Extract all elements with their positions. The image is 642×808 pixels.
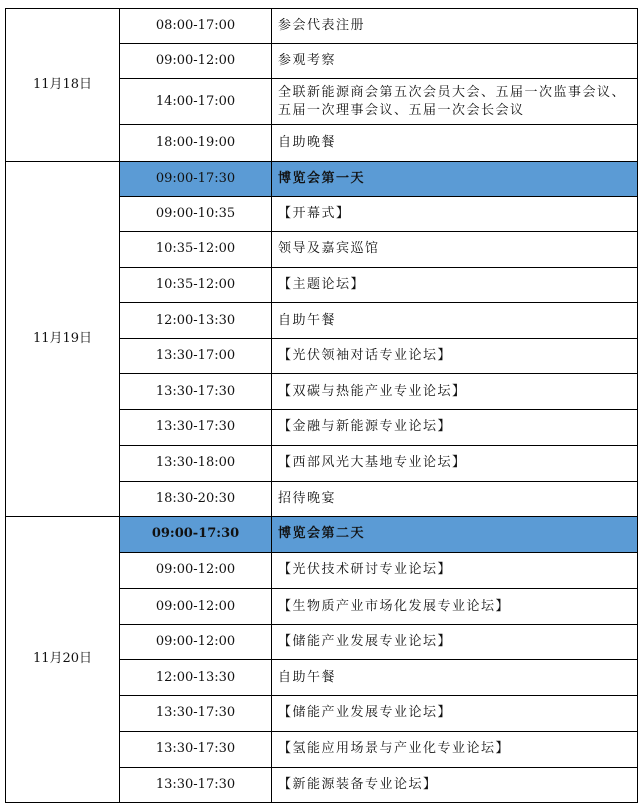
time-cell: 09:00-12:00 xyxy=(120,589,272,625)
time-cell: 13:30-17:30 xyxy=(120,696,272,731)
time-cell: 13:30-18:00 xyxy=(120,445,272,481)
date-cell: 11月18日 xyxy=(6,9,120,162)
time-cell: 12:00-13:30 xyxy=(120,303,272,339)
time-cell: 12:00-13:30 xyxy=(120,660,272,696)
time-cell: 10:35-12:00 xyxy=(120,231,272,267)
time-cell: 09:00-12:00 xyxy=(120,44,272,79)
date-cell: 11月20日 xyxy=(6,516,120,802)
time-cell: 09:00-12:00 xyxy=(120,552,272,588)
time-cell: 10:35-12:00 xyxy=(120,267,272,302)
event-cell: 参观考察 xyxy=(272,44,638,79)
time-cell: 13:30-17:30 xyxy=(120,731,272,767)
event-cell: 【双碳与热能产业专业论坛】 xyxy=(272,374,638,410)
event-cell: 【金融与新能源专业论坛】 xyxy=(272,410,638,445)
event-cell: 【新能源装备专业论坛】 xyxy=(272,767,638,802)
event-cell: 【氢能应用场景与产业化专业论坛】 xyxy=(272,731,638,767)
event-cell: 【西部风光大基地专业论坛】 xyxy=(272,445,638,481)
event-cell: 【储能产业发展专业论坛】 xyxy=(272,625,638,660)
time-cell: 09:00-17:30 xyxy=(120,161,272,196)
event-cell: 【光伏技术研讨专业论坛】 xyxy=(272,552,638,588)
event-cell: 博览会第一天 xyxy=(272,161,638,196)
event-cell: 【开幕式】 xyxy=(272,196,638,231)
event-cell: 【光伏领袖对话专业论坛】 xyxy=(272,339,638,374)
time-cell: 09:00-12:00 xyxy=(120,625,272,660)
event-cell: 参会代表注册 xyxy=(272,9,638,44)
time-cell: 13:30-17:30 xyxy=(120,374,272,410)
event-cell: 【生物质产业市场化发展专业论坛】 xyxy=(272,589,638,625)
event-cell: 【主题论坛】 xyxy=(272,267,638,302)
time-cell: 08:00-17:00 xyxy=(120,9,272,44)
time-cell: 09:00-10:35 xyxy=(120,196,272,231)
time-cell: 14:00-17:00 xyxy=(120,79,272,125)
table-row xyxy=(6,516,638,552)
schedule-table xyxy=(5,8,638,803)
event-cell: 招待晚宴 xyxy=(272,481,638,516)
time-cell: 18:30-20:30 xyxy=(120,481,272,516)
time-cell: 13:30-17:30 xyxy=(120,767,272,802)
schedule-body xyxy=(6,9,638,803)
event-cell: 自助午餐 xyxy=(272,660,638,696)
time-cell: 13:30-17:30 xyxy=(120,410,272,445)
event-cell: 【储能产业发展专业论坛】 xyxy=(272,696,638,731)
event-cell: 自助晚餐 xyxy=(272,125,638,161)
table-row xyxy=(6,9,638,44)
event-cell: 领导及嘉宾巡馆 xyxy=(272,231,638,267)
table-row xyxy=(6,161,638,196)
time-cell: 09:00-17:30 xyxy=(120,516,272,552)
event-cell: 博览会第二天 xyxy=(272,516,638,552)
event-cell: 自助午餐 xyxy=(272,303,638,339)
time-cell: 13:30-17:00 xyxy=(120,339,272,374)
date-cell: 11月19日 xyxy=(6,161,120,516)
time-cell: 18:00-19:00 xyxy=(120,125,272,161)
event-cell: 全联新能源商会第五次会员大会、五届一次监事会议、五届一次理事会议、五届一次会长会议 xyxy=(272,79,638,125)
